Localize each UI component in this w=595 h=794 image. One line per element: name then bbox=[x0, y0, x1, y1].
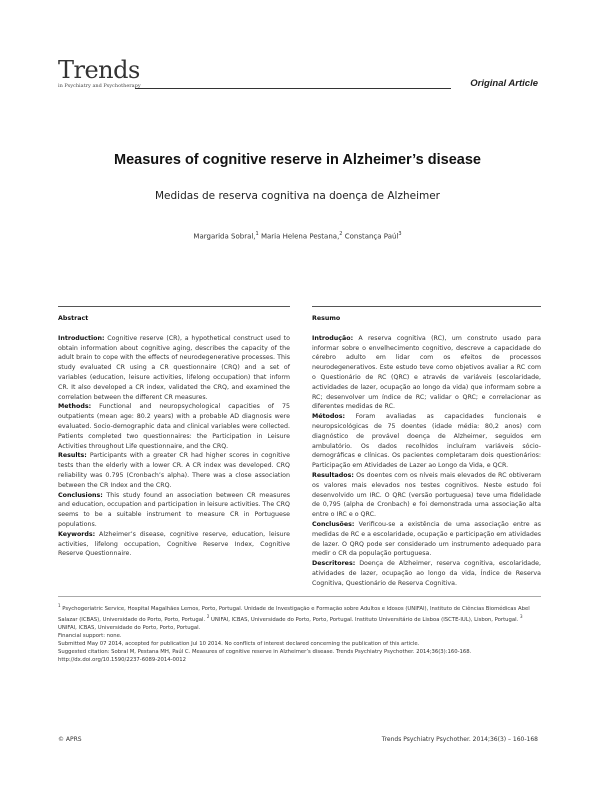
section-label: Métodos: bbox=[312, 413, 345, 421]
abstract-heading: Abstract bbox=[58, 315, 89, 322]
section-label: Results: bbox=[58, 452, 87, 460]
section-label: Conclusões: bbox=[312, 520, 355, 528]
section-text: Functional and neuropsychological capacities of 75 outpatients (mean age: 80.2 years) with a probable AD diagnosis were evaluated. Socio-demographic data and clinical variables were collected. Patients completed two questionnaires: the Participation in Leisure Activities throughout Life questionnaire, and the CRQ. bbox=[58, 403, 290, 450]
abstract-methods bbox=[58, 402, 290, 451]
copyright: © APRS bbox=[58, 736, 82, 743]
section-text: Os doentes com os níveis mais elevados de RC obtiveram os valores mais elevados nos testes cognitivos. Neste estudo foi desenvolvido um IRC. O QRC (versão portuguesa) teve uma fidelidade de 0,795 (alpha de Cronbach) e foi demonstrada uma associação alta entre o IRC e o QRC. bbox=[312, 471, 541, 519]
section-text: Verificou-se a existência de uma associação entre as medidas de RC e a escolaridade, ocupação e participação em atividades de lazer. O QRQ pode ser considerado um instrumento adequado para medir o CR da população portuguesa. bbox=[312, 520, 541, 558]
resumo-heading: Resumo bbox=[312, 315, 341, 322]
section-label: Keywords: bbox=[58, 530, 96, 538]
section-label: Descritores: bbox=[312, 560, 356, 568]
section-label: Methods: bbox=[58, 403, 92, 411]
affiliation-text: Psychogeriatric Service, Hospital Magalhães Lemos, Porto, Portugal. Unidade de Investigação e Formação sobre Adultos e Idosos (UNIFAI), Instituto de Ciências Biomédicas Abel Salazar (ICBAS), Universidade do Porto, Porto, Portugal. bbox=[58, 605, 530, 623]
affiliations-footnote bbox=[58, 602, 541, 632]
section-text: Alzheimer’s disease, cognitive reserve, education, leisure activities, lifelong occupation, Cognitive Reserve Index, Cognitive Reserve Questionnaire. bbox=[58, 530, 290, 558]
section-text: A reserva cognitiva (RC), um construto usado para informar sobre o envelhecimento cognitivo, descreve a capacidade do cérebro adulto em lidar com os efeitos de processos neurodegenerativos. Este estudo teve como objetivos avaliar a RC com o Questionário de RC (QRC) e através de variáveis (escolaridade, actividades de lazer, ocupação ao longo da vida) que informam sobre a RC; desenvolver um índice de RC; validar o QRC; e correlacionar as diferentes medidas de RC. bbox=[312, 334, 541, 411]
author-name: Margarida Sobral, bbox=[193, 232, 256, 241]
abstract-results bbox=[58, 451, 290, 490]
header-divider bbox=[135, 88, 451, 89]
article-subtitle: Medidas de reserva cognitiva na doença de Alzheimer bbox=[155, 190, 440, 202]
resumo-descritores bbox=[312, 559, 541, 588]
resumo-divider bbox=[312, 306, 541, 307]
resumo-resultados bbox=[312, 471, 541, 520]
footnotes bbox=[58, 602, 541, 664]
section-label: Introduction: bbox=[58, 334, 105, 342]
abstract-divider bbox=[58, 306, 290, 307]
footnote-divider bbox=[58, 596, 541, 597]
abstract-conclusions bbox=[58, 491, 290, 530]
article-type-label: Original Article bbox=[470, 78, 538, 89]
abstract-introduction bbox=[58, 334, 290, 403]
journal-logo bbox=[58, 56, 141, 92]
abstract-keywords bbox=[58, 530, 290, 559]
affiliation-mark: 3 bbox=[519, 613, 523, 619]
section-label: Introdução: bbox=[312, 334, 354, 342]
affiliation-mark: 2 bbox=[206, 613, 210, 619]
section-text: This study found an association between CR measures and education, occupation and participation in leisure activities. The CRQ seems to be a suitable instrument to measure CR in Portuguese populations. bbox=[58, 491, 290, 528]
section-text: Participants with a greater CR had higher scores in cognitive tests than the elderly with a lower CR. A CR index was developed. CRQ reliability was 0.795 (Cronbach’s alpha). There was a close association between the CR Index and the CRQ. bbox=[58, 452, 290, 489]
resumo-column bbox=[312, 314, 541, 589]
affiliation-mark: 1 bbox=[58, 603, 61, 608]
journal-logo-word: Trends bbox=[58, 56, 140, 84]
section-text: Doença de Alzheimer, reserva cognitiva, escolaridade, atividades de lazer, ocupação ao longo da vida, Índice de Reserva Cognitiva, Questionário de Reserva Cognitiva. bbox=[312, 560, 541, 587]
submission-note: Submitted May 07 2014, accepted for publication Jul 10 2014. No conflicts of interest declared concerning the publication of this article. bbox=[58, 640, 420, 647]
section-text: Cognitive reserve (CR), a hypothetical construct used to obtain information about cognitive aging, describes the capacity of the adult brain to cope with the effects of neurodegenerative processes. This study evaluated CR using a CR questionnaire (CRQ) and a set of variables (education, leisure activities, lifelong occupation) that inform CR. It also developed a CR index, validated the CRQ, and examined the correlation between the different CR measures. bbox=[58, 334, 290, 401]
author-affiliation-mark: 2 bbox=[339, 231, 343, 237]
resumo-conclusoes bbox=[312, 520, 541, 559]
affiliation-text: UNIFAI, ICBAS, Universidade do Porto, Porto, Portugal. bbox=[58, 624, 201, 631]
journal-logo-subtitle: in Psychiatry and Psychotherapy bbox=[58, 83, 141, 89]
article-title: Measures of cognitive reserve in Alzheimer’s disease bbox=[114, 152, 481, 168]
section-label: Resultados: bbox=[312, 471, 354, 479]
author-name: Constança Paúl bbox=[342, 232, 399, 241]
funding-note: Financial support: none. bbox=[58, 632, 122, 639]
section-text: Foram avaliadas as capacidades funcionais e neuropsicológicas de 75 doentes (idade média: 80,2 anos) com diagnóstico de provável doença de Alzheimer, seguidos em ambulatório. Os dados recolhidos incluíram variáveis sócio-demográficas e clínicas. Os pacientes completaram dois questionários: Participação em Atividades de Lazer ao Longo da Vida, e QCR. bbox=[312, 413, 541, 470]
author-affiliation-mark: 3 bbox=[398, 231, 402, 237]
resumo-introducao bbox=[312, 334, 541, 412]
author-name: Maria Helena Pestana, bbox=[258, 232, 340, 241]
author-list bbox=[40, 231, 555, 240]
affiliation-text: UNIFAI, ICBAS, Universidade do Porto, Porto, Portugal. Instituto Universitário de Lisboa (ISCTE-IUL), Lisbon, Portugal. bbox=[209, 616, 520, 623]
journal-citation: Trends Psychiatry Psychother. 2014;36(3) – 160-168 bbox=[381, 736, 538, 743]
abstract-column bbox=[58, 314, 290, 559]
suggested-citation: Suggested citation: Sobral M, Pestana MH, Paúl C. Measures of cognitive reserve in Alzheimer’s disease. Trends Psychiatry Psychother. 2014;36(3):160-168. http://dx.doi.org/10.1590/2237-6089-2014-0012 bbox=[58, 649, 472, 664]
author-affiliation-mark: 1 bbox=[255, 231, 259, 237]
section-label: Conclusions: bbox=[58, 491, 103, 499]
resumo-metodos bbox=[312, 412, 541, 471]
